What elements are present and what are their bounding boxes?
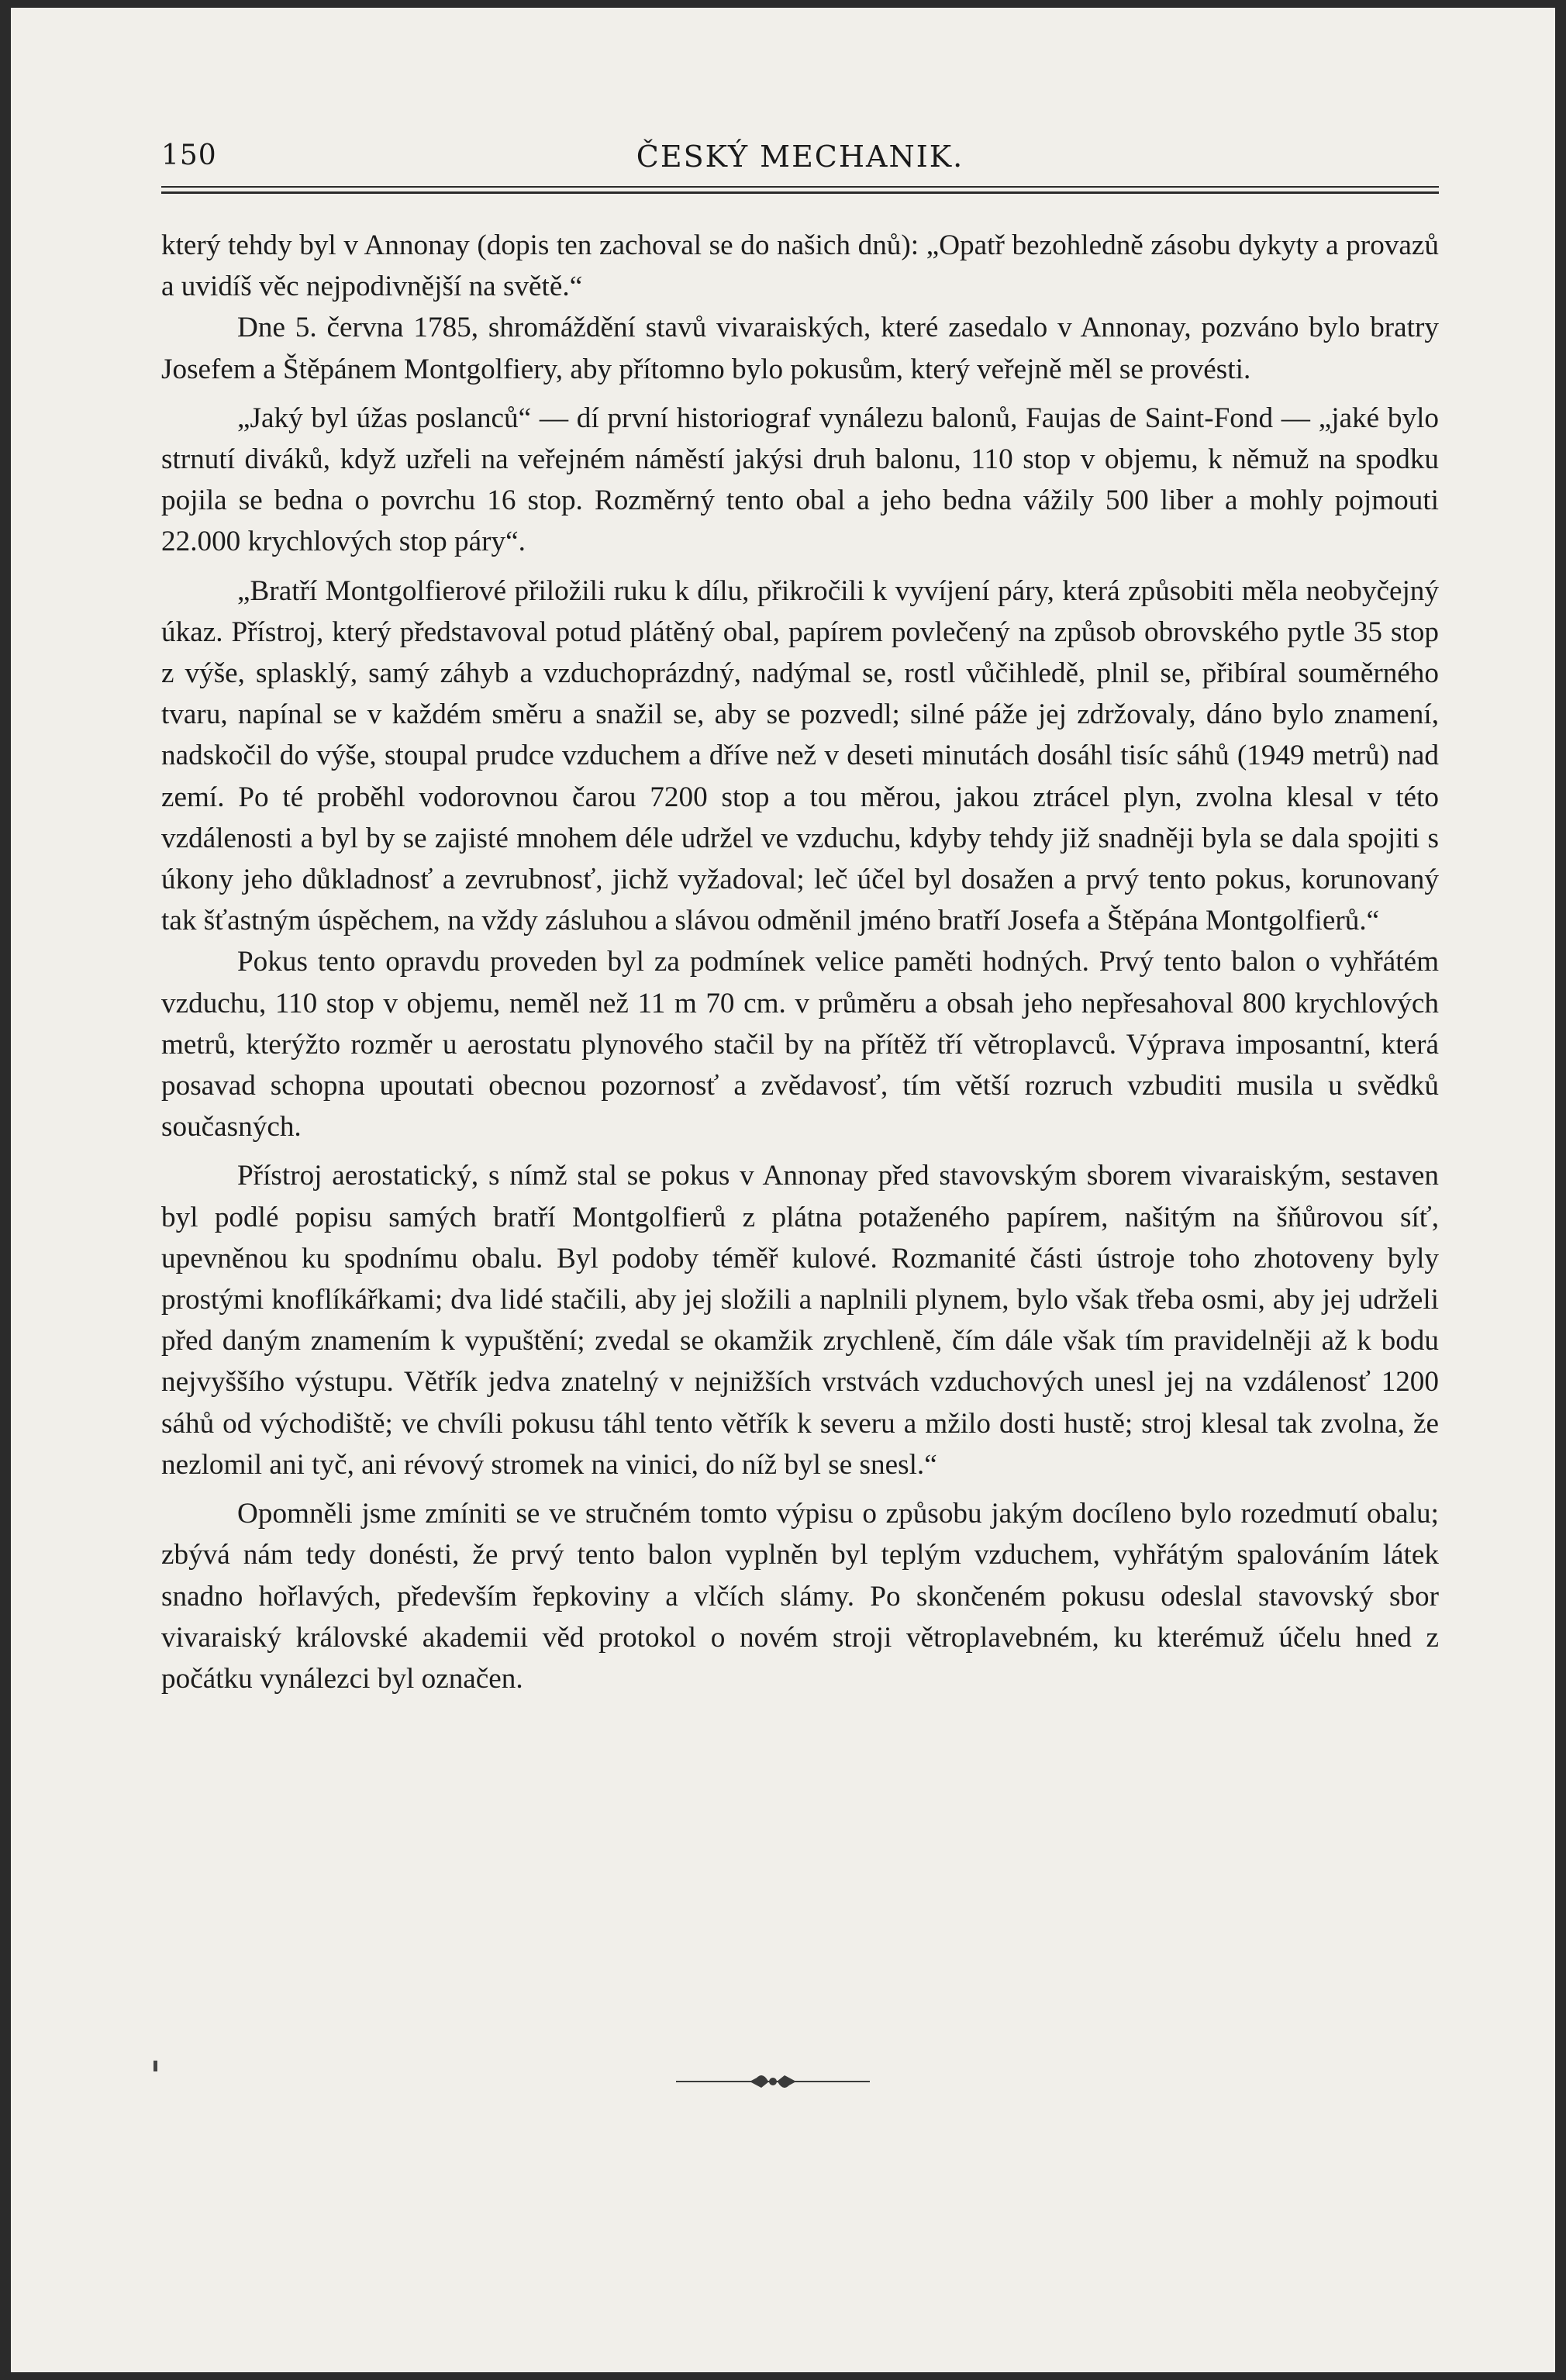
paragraph: Opomněli jsme zmíniti se ve stručném tomto výpisu o způsobu jakým docíleno bylo rozedmutí obalu; zbývá nám tedy donésti, že prvý tento balon vyplněn byl teplým vzduchem, vyhřátým spalováním látek snadno hořlavých, především řepkoviny a vlčích slámy. Po skončeném pokusu odeslal stavovský sbor vivaraiský královské akademii věd protokol o novém stroji větroplavebném, ku kterémuž účelu hned z počátku vynálezci byl označen. bbox=[161, 1498, 1439, 1695]
header-rule-thin bbox=[161, 186, 1439, 188]
running-title: ČESKÝ MECHANIK. bbox=[636, 140, 964, 174]
page-number: 150 bbox=[161, 140, 217, 171]
paragraph-continuation: který tehdy byl v Annonay (dopis ten zachoval se do našich dnů): „Opatř bezohledně zásobu dykyty a provazů a uvidíš věc nejpodivnější na světě.“ bbox=[161, 229, 1439, 303]
article-body bbox=[161, 225, 1439, 1699]
paragraph: Přístroj aerostatický, s nímž stal se pokus v Annonay před stavovským sborem vivaraiským, sestaven byl podlé popisu samých bratří Montgolfierů z plátna potaženého papírem, našitým na šňůrovou síť, upevněnou ku spodnímu obalu. Byl podoby téměř kulové. Rozmanité části ústroje toho zhotoveny byly prostými knoflíkářkami; dva lidé stačili, aby jej složili a naplnili plynem, bylo však třeba osmi, aby jej udrželi před daným znamením k vypuštění; zvedal se okamžik zrychleně, čím dále však tím pravidelněji až k bodu nejvyššího výstupu. Větřík jedva znatelný v nejnižších vrstvách vzduchových unesl jej na vzdálenosť 1200 sáhů od východiště; ve chvíli pokusu táhl tento větřík k severu a mžilo dosti hustě; stroj klesal tak zvolna, že nezlomil ani tyč, ani révový stromek na vinici, do níž byl se snesl.“ bbox=[161, 1160, 1439, 1481]
stray-mark bbox=[153, 2061, 157, 2071]
fleuron-ornament-icon bbox=[676, 2066, 870, 2097]
header-rule-thick bbox=[161, 191, 1439, 194]
paragraph: Dne 5. června 1785, shromáždění stavů vivaraiských, které zasedalo v Annonay, pozváno bylo bratry Josefem a Štěpánem Montgolfiery, aby přítomno bylo pokusům, který veřejně měl se provésti. bbox=[161, 312, 1439, 385]
paragraph-quote: „Bratří Montgolfierové přiložili ruku k dílu, přikročili k vyvíjení páry, která způsobiti měla neobyčejný úkaz. Přístroj, který představoval potud plátěný obal, papírem povlečený na způsob obrovského pytle 35 stop z výše, splasklý, samý záhyb a vzduchoprázdný, nadýmal se, rostl vůčihledě, plnil se, přibíral souměrného tvaru, napínal se v každém směru a snažil se, aby se pozvedl; silné páže jej zdržovaly, dáno bylo znamení, nadskočil do výše, stoupal prudce vzduchem a dříve než v deseti minutách dosáhl tisíc sáhů (1949 metrů) nad zemí. Po té proběhl vodorovnou čarou 7200 stop a tou měrou, jakou ztrácel plyn, zvolna klesal v této vzdálenosti a byl by se zajisté mnohem déle udržel ve vzduchu, kdyby tehdy již snadněji byla se dala spojiti s úkony jeho důkladnosť a zevrubnosť, jichž vyžadoval; leč účel byl dosažen a prvý tento pokus, korunovaný tak šťastným úspěchem, na vždy zásluhou a slávou odměnil jméno bratří Josefa a Štěpána Montgolfierů.“ bbox=[161, 574, 1439, 937]
paragraph: Pokus tento opravdu proveden byl za podmínek velice paměti hodných. Prvý tento balon o vyhřátém vzduchu, 110 stop v objemu, neměl než 11 m 70 cm. v průměru a obsah jeho nepřesahoval 800 krychlových metrů, kterýžto rozměr u aerostatu plynového stačil by na přítěž tří větroplavců. Výprava imposantní, která posavad schopna upoutati obecnou pozornosť a zvědavosť, tím větší rozruch vzbuditi musila u svědků současných. bbox=[161, 946, 1439, 1143]
paragraph-quote: „Jaký byl úžas poslanců“ — dí první historiograf vynálezu balonů, Faujas de Saint-Fond — „jaké bylo strnutí diváků, když uzřeli na veřejném náměstí jakýsi druh balonu, 110 stop v objemu, k němuž na spodku pojila se bedna o povrchu 16 stop. Rozměrný tento obal a jeho bedna vážily 500 liber a mohly pojmouti 22.000 krychlových stop páry“. bbox=[161, 402, 1439, 558]
page-header bbox=[161, 140, 1439, 186]
